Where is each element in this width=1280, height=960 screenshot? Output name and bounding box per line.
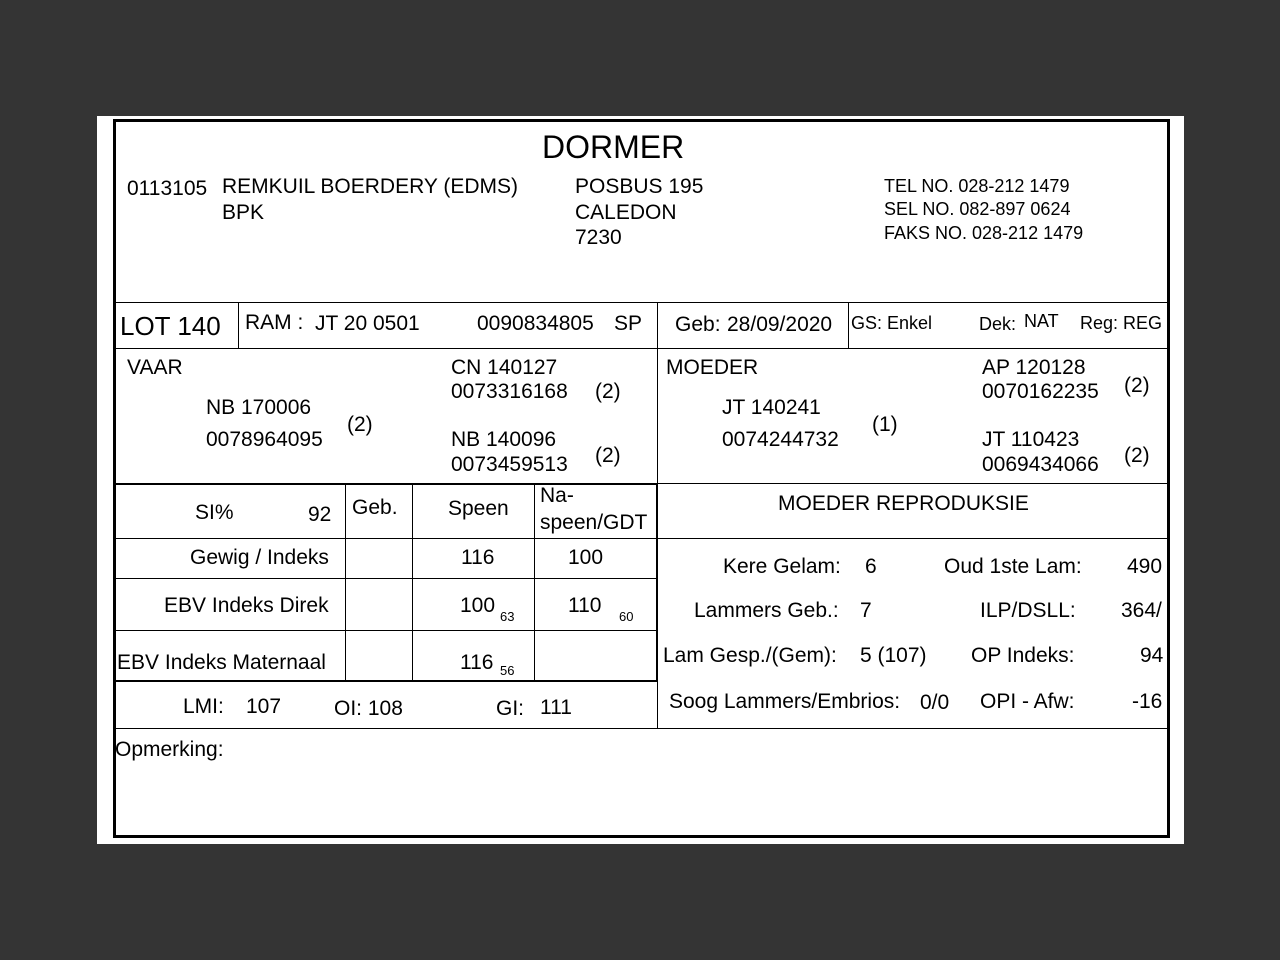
vaar-dam-id: NB 140096 <box>451 428 557 451</box>
divider <box>534 483 535 681</box>
lammers-value: 7 <box>860 599 872 622</box>
breeder-number: 0113105 <box>127 177 208 200</box>
moeder-label: MOEDER <box>666 356 759 379</box>
lot-card <box>113 119 1170 838</box>
breeder-name-line2: BPK <box>222 201 265 224</box>
gesp-label: Lam Gesp./(Gem): <box>663 644 837 667</box>
ram-number: 0090834805 <box>477 312 594 335</box>
moeder-dam-number: 0069434066 <box>982 453 1099 476</box>
divider <box>116 630 657 631</box>
soog-label: Soog Lammers/Embrios: <box>669 690 901 713</box>
divider <box>116 680 658 682</box>
breeder-name-line1: REMKUIL BOERDERY (EDMS) <box>222 175 518 198</box>
lmi-value: 107 <box>246 695 282 718</box>
address-line3: 7230 <box>575 226 622 249</box>
geb-label: Geb: <box>675 313 721 336</box>
soog-value: 0/0 <box>920 691 950 714</box>
auction-card-page <box>97 116 1184 844</box>
maternaal-speen-accuracy: 56 <box>500 663 515 678</box>
divider <box>657 348 658 483</box>
vaar-id: NB 170006 <box>206 396 312 419</box>
divider <box>657 680 658 729</box>
address-line1: POSBUS 195 <box>575 175 704 198</box>
lammers-label: Lammers Geb.: <box>694 599 839 622</box>
direk-speen-accuracy: 63 <box>500 609 515 624</box>
vaar-sire-mark: (2) <box>595 380 621 403</box>
tel-number: TEL NO. 028-212 1479 <box>884 176 1070 196</box>
ilp-label: ILP/DSLL: <box>980 599 1076 622</box>
divider <box>658 483 1170 484</box>
vaar-mark: (2) <box>347 413 373 436</box>
gi-label: GI: <box>496 697 525 720</box>
divider <box>345 483 346 681</box>
divider <box>238 302 239 348</box>
row-label-ebv-maternaal: EBV Indeks Maternaal <box>117 651 326 674</box>
ram-id: JT 20 0501 <box>315 312 420 335</box>
kere-value: 6 <box>865 555 877 578</box>
moeder-id: JT 140241 <box>722 396 821 419</box>
gi-value: 111 <box>540 696 572 719</box>
col-speen-header: Speen <box>448 497 509 520</box>
moeder-sire-mark: (2) <box>1124 374 1150 397</box>
gesp-value: 5 (107) <box>860 644 927 667</box>
oi-value: OI: 108 <box>334 697 403 720</box>
si-value: 92 <box>308 503 332 526</box>
oud-label: Oud 1ste Lam: <box>944 555 1082 578</box>
moeder-dam-mark: (2) <box>1124 444 1150 467</box>
moeder-sire-number: 0070162235 <box>982 380 1099 403</box>
oud-value: 490 <box>1127 555 1163 578</box>
dek-value: NAT <box>1024 311 1059 331</box>
gewig-speen: 116 <box>461 546 495 569</box>
geb-date: 28/09/2020 <box>727 313 833 336</box>
kere-label: Kere Gelam: <box>723 555 841 578</box>
reproduction-title: MOEDER REPRODUKSIE <box>778 492 1029 515</box>
opi-label: OPI - Afw: <box>980 690 1075 713</box>
gs-value: GS: Enkel <box>851 313 933 333</box>
direk-naspeen-accuracy: 60 <box>619 609 634 624</box>
si-label: SI% <box>195 501 234 524</box>
moeder-sire-id: AP 120128 <box>982 356 1086 379</box>
op-label: OP Indeks: <box>971 644 1075 667</box>
remarks-label: Opmerking: <box>115 738 224 761</box>
divider <box>412 483 413 681</box>
moeder-number: 0074244732 <box>722 428 839 451</box>
dek-label: Dek: <box>979 314 1017 334</box>
divider <box>116 302 1170 303</box>
direk-naspeen: 110 <box>568 594 602 617</box>
ram-code: SP <box>614 312 643 335</box>
vaar-sire-number: 0073316168 <box>451 380 568 403</box>
col-naspeen-header-line1: Na- <box>540 484 574 507</box>
ram-label: RAM : <box>245 311 304 334</box>
ilp-value: 364/ <box>1121 599 1162 622</box>
direk-speen: 100 <box>460 594 496 617</box>
lot-number: LOT 140 <box>120 311 221 341</box>
address-line2: CALEDON <box>575 201 677 224</box>
divider <box>657 302 658 348</box>
vaar-dam-number: 0073459513 <box>451 453 568 476</box>
moeder-dam-id: JT 110423 <box>982 428 1080 451</box>
gewig-naspeen: 100 <box>568 546 604 569</box>
reg-value: Reg: REG <box>1080 313 1163 333</box>
faks-number: FAKS NO. 028-212 1479 <box>884 223 1084 243</box>
vaar-label: VAAR <box>127 356 183 379</box>
breed-title: DORMER <box>542 129 685 165</box>
divider <box>116 578 657 579</box>
moeder-mark: (1) <box>872 413 898 436</box>
row-label-ebv-direk: EBV Indeks Direk <box>164 594 329 617</box>
opi-value: -16 <box>1132 690 1163 713</box>
vaar-dam-mark: (2) <box>595 444 621 467</box>
sel-number: SEL NO. 082-897 0624 <box>884 199 1071 219</box>
divider <box>116 348 1170 349</box>
op-value: 94 <box>1140 644 1164 667</box>
divider <box>656 483 658 681</box>
col-naspeen-header-line2: speen/GDT <box>540 511 648 534</box>
row-label-gewig: Gewig / Indeks <box>190 546 329 569</box>
col-geb-header: Geb. <box>352 496 398 519</box>
vaar-number: 0078964095 <box>206 428 323 451</box>
vaar-sire-id: CN 140127 <box>451 356 558 379</box>
divider <box>848 302 849 348</box>
lmi-label: LMI: <box>183 695 224 718</box>
divider <box>116 728 1170 729</box>
divider <box>116 483 658 485</box>
divider <box>116 538 1170 539</box>
maternaal-speen: 116 <box>460 651 494 674</box>
